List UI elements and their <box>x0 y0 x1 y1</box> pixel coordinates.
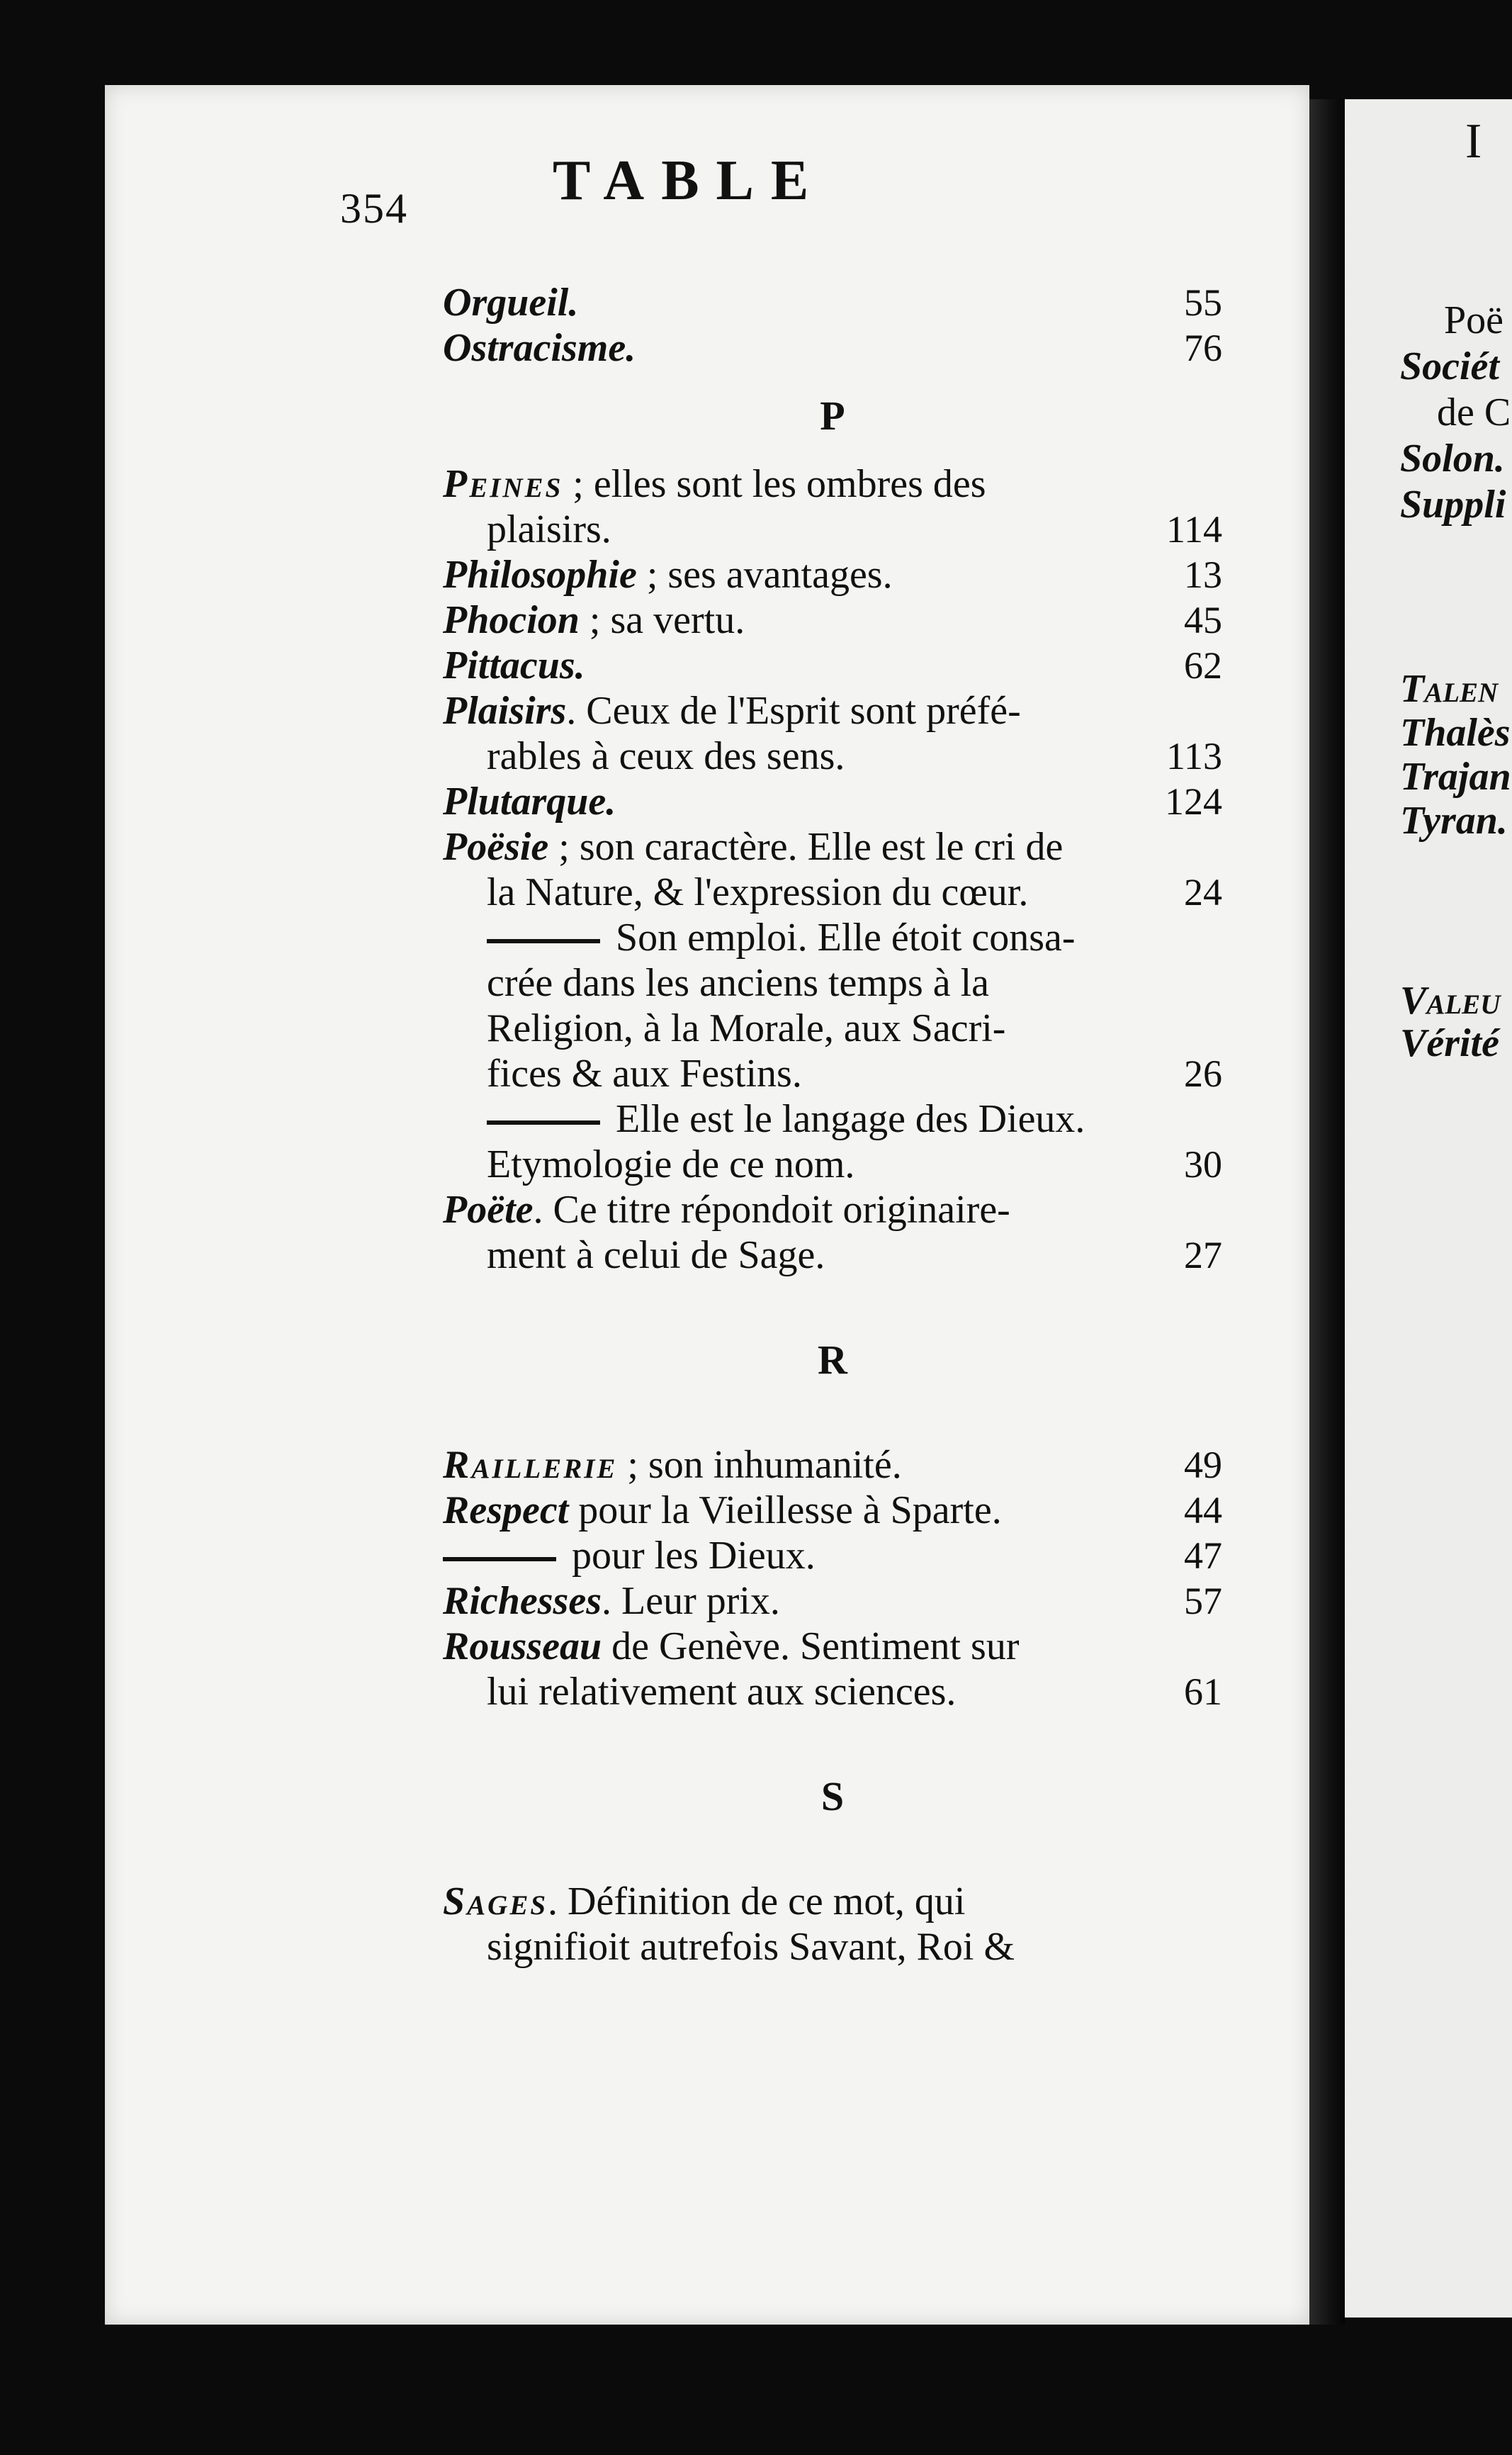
ditto-dash <box>487 939 600 943</box>
entry-head: Pittacus. <box>443 644 585 687</box>
right-page-line: Vérité <box>1400 1021 1499 1065</box>
entry-text: crée dans les anciens temps à la <box>487 961 990 1005</box>
right-page-line: Trajan <box>1400 755 1511 799</box>
section-letter-r: R <box>818 1337 847 1383</box>
entry-page: 13 <box>1184 554 1222 596</box>
index-entry-continuation <box>443 734 1222 779</box>
right-page-line: Poë <box>1444 298 1503 342</box>
ditto-dash <box>487 1120 600 1125</box>
entry-head: Plutarque. <box>443 780 616 824</box>
entry-text: signifioit autrefois Savant, Roi & <box>487 1925 1015 1969</box>
entry-text: ment à celui de Sage. <box>487 1233 825 1277</box>
entry-text: Etymologie de ce nom. <box>487 1142 855 1186</box>
entry-head: Richesses <box>443 1579 602 1623</box>
entry-text: fices & aux Festins. <box>487 1052 802 1096</box>
index-entry <box>443 597 1222 643</box>
entry-text: Son emploi. Elle étoit consa- <box>616 916 1076 960</box>
index-entry <box>443 280 1222 325</box>
index-entry <box>443 643 1222 688</box>
entry-head: Sages <box>443 1880 548 1923</box>
right-page-line: Suppli <box>1400 483 1506 527</box>
entry-head: Peines <box>443 462 563 506</box>
index-entry-continuation <box>443 1006 1222 1051</box>
entry-page: 124 <box>1165 780 1222 823</box>
index-entry <box>443 824 1222 870</box>
entry-text: rables à ceux des sens. <box>487 734 845 778</box>
index-entry-subentry <box>443 1096 1222 1142</box>
index-entry-continuation <box>443 870 1222 915</box>
entry-head: Ostracisme. <box>443 326 636 370</box>
index-entry-continuation <box>443 1232 1222 1278</box>
index-entry-continuation <box>443 507 1222 552</box>
index-entry <box>443 1442 1222 1488</box>
index-entry <box>443 1578 1222 1624</box>
book-page-right <box>1345 99 1512 2318</box>
index-entry-subentry <box>443 915 1222 960</box>
entry-page: 44 <box>1184 1489 1222 1532</box>
entry-text: Religion, à la Morale, aux Sacri- <box>487 1006 1006 1050</box>
entry-head: Raillerie <box>443 1443 618 1487</box>
entry-page: 26 <box>1184 1052 1222 1095</box>
entry-text: . Ceux de l'Esprit sont préfé- <box>566 689 1021 733</box>
index-entry-continuation <box>443 960 1222 1006</box>
entry-head: Rousseau <box>443 1624 602 1668</box>
right-page-line: Solon. <box>1400 437 1505 481</box>
right-page-line: Sociét <box>1400 344 1499 388</box>
entry-text: Elle est le langage des Dieux. <box>616 1097 1085 1141</box>
index-entry <box>443 1624 1222 1669</box>
index-entries <box>443 280 1222 1970</box>
entry-page: 47 <box>1184 1534 1222 1577</box>
index-entry <box>443 325 1222 371</box>
entry-page: 55 <box>1184 281 1222 324</box>
page-title: TABLE <box>553 150 826 212</box>
entry-page: 61 <box>1184 1670 1222 1713</box>
index-entry-subentry <box>443 1533 1222 1578</box>
page-number: 354 <box>340 185 408 232</box>
ditto-dash <box>443 1557 556 1561</box>
entry-page: 49 <box>1184 1444 1222 1486</box>
entry-page: 114 <box>1166 508 1222 551</box>
entry-text: de Genève. Sentiment sur <box>602 1624 1020 1668</box>
index-entry <box>443 1488 1222 1533</box>
entry-text: pour la Vieillesse à Sparte. <box>568 1488 1002 1532</box>
entry-head: Orgueil. <box>443 281 579 325</box>
right-page-line: Talen <box>1400 667 1499 711</box>
index-entry <box>443 1187 1222 1232</box>
index-entry <box>443 461 1222 507</box>
index-entry <box>443 1879 1222 1924</box>
entry-text: pour les Dieux. <box>572 1534 816 1578</box>
entry-text: ; son inhumanité. <box>617 1443 902 1487</box>
entry-text: ; sa vertu. <box>579 598 745 642</box>
right-page-heading-fragment: I <box>1465 114 1482 169</box>
index-entry <box>443 779 1222 824</box>
entry-text: lui relativement aux sciences. <box>487 1670 957 1714</box>
section-letter-p: P <box>820 393 845 439</box>
entry-page: 113 <box>1166 735 1222 777</box>
index-entry-continuation <box>443 1924 1222 1970</box>
entry-page: 45 <box>1184 599 1222 641</box>
index-entry <box>443 552 1222 597</box>
entry-head: Plaisirs <box>443 689 567 733</box>
entry-head: Phocion <box>443 598 580 642</box>
index-entry-continuation <box>443 1669 1222 1714</box>
entry-text: plaisirs. <box>487 507 611 551</box>
entry-page: 62 <box>1184 644 1222 687</box>
entry-text: ; elles sont les ombres des <box>563 462 986 506</box>
entry-head: Respect <box>443 1488 569 1532</box>
entry-page: 76 <box>1184 327 1222 369</box>
entry-head: Poëte <box>443 1188 534 1232</box>
index-entry <box>443 688 1222 734</box>
right-page-line: Tyran. <box>1400 799 1508 843</box>
page-header <box>340 149 1049 262</box>
index-entry-continuation <box>443 1051 1222 1096</box>
entry-text: ; ses avantages. <box>636 553 893 597</box>
index-entry-continuation <box>443 1142 1222 1187</box>
entry-text: . Ce titre répondoit originaire- <box>533 1188 1010 1232</box>
book-gutter <box>1309 99 1345 2325</box>
entry-head: Poësie <box>443 825 549 869</box>
entry-page: 30 <box>1184 1143 1222 1186</box>
section-letter-s: S <box>820 1773 845 1819</box>
right-page-line: Valeu <box>1400 979 1501 1023</box>
entry-page: 57 <box>1184 1580 1222 1622</box>
right-page-line: Thalès <box>1400 711 1511 755</box>
entry-page: 27 <box>1184 1234 1222 1276</box>
right-page-line: de C <box>1437 391 1511 434</box>
entry-text: . Leur prix. <box>602 1579 780 1623</box>
entry-head: Philosophie <box>443 553 637 597</box>
entry-page: 24 <box>1184 871 1222 914</box>
entry-text: la Nature, & l'expression du cœur. <box>487 870 1029 914</box>
entry-text: . Définition de ce mot, qui <box>548 1880 966 1923</box>
entry-text: ; son caractère. Elle est le cri de <box>548 825 1064 869</box>
